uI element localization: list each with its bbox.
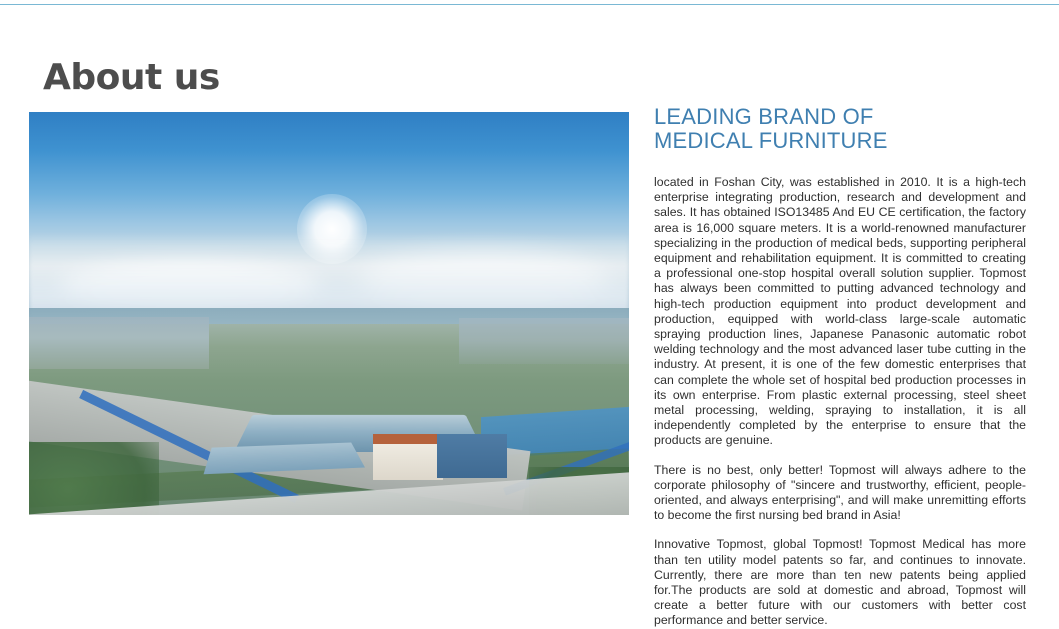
headline-line-2: MEDICAL FURNITURE [654,128,888,153]
aerial-factory-photo [29,112,629,515]
office-building-blue [437,434,507,478]
city-skyline-left [29,317,209,369]
headline-line-1: LEADING BRAND OF [654,104,874,129]
about-paragraph-2: There is no best, only better! Topmost will always adhere to the corporate philosophy of "sincere and trustworthy, efficient, people-oriented, and always enterprising", and will make unremitting efforts to become the first nursing bed brand in Asia! [654,462,1026,523]
about-paragraph-3: Innovative Topmost, global Topmost! Topmost Medical has more than ten utility model patents so far, and continues to innovate. Currently, there are more than ten new patents being applied for.The products are sold at domestic and abroad, Topmost will create a better future with our customers with better cost performance and better service. [654,537,1026,628]
about-paragraph-1: located in Foshan City, was established in 2010. It is a high-tech enterprise integrating production, research and development and sales. It has obtained ISO13485 And EU CE certification, the factory area is 16,000 square meters. It is a world-renowned manufacturer specializing in the production of medical beds, supporting peripheral equipment and rehabilitation equipment. It is committed to creating a professional one-stop hospital overall solution supplier. Topmost has always been committed to putting advanced technology and high-tech production equipment into product development and production, equipped with world-class large-scale automatic spraying production lines, Japanese Panasonic automatic robot welding technology and the most advanced laser tube cutting in the industry. At present, it is one of the few domestic enterprises that can complete the whole set of hospital bed production processes in its own enterprise. From plastic external processing, steel sheet metal processing, welding, spraying to installation, it is all independently completed by the enterprise to ensure that the products are genuine. [654,175,1026,448]
office-building-white [373,442,443,480]
page-title: About us [43,57,220,99]
header-divider [0,4,1059,5]
trees-left [29,442,159,515]
about-body-text [654,175,1026,629]
section-headline [654,105,1026,153]
city-skyline-right [459,318,629,364]
about-text-column [654,105,1026,629]
